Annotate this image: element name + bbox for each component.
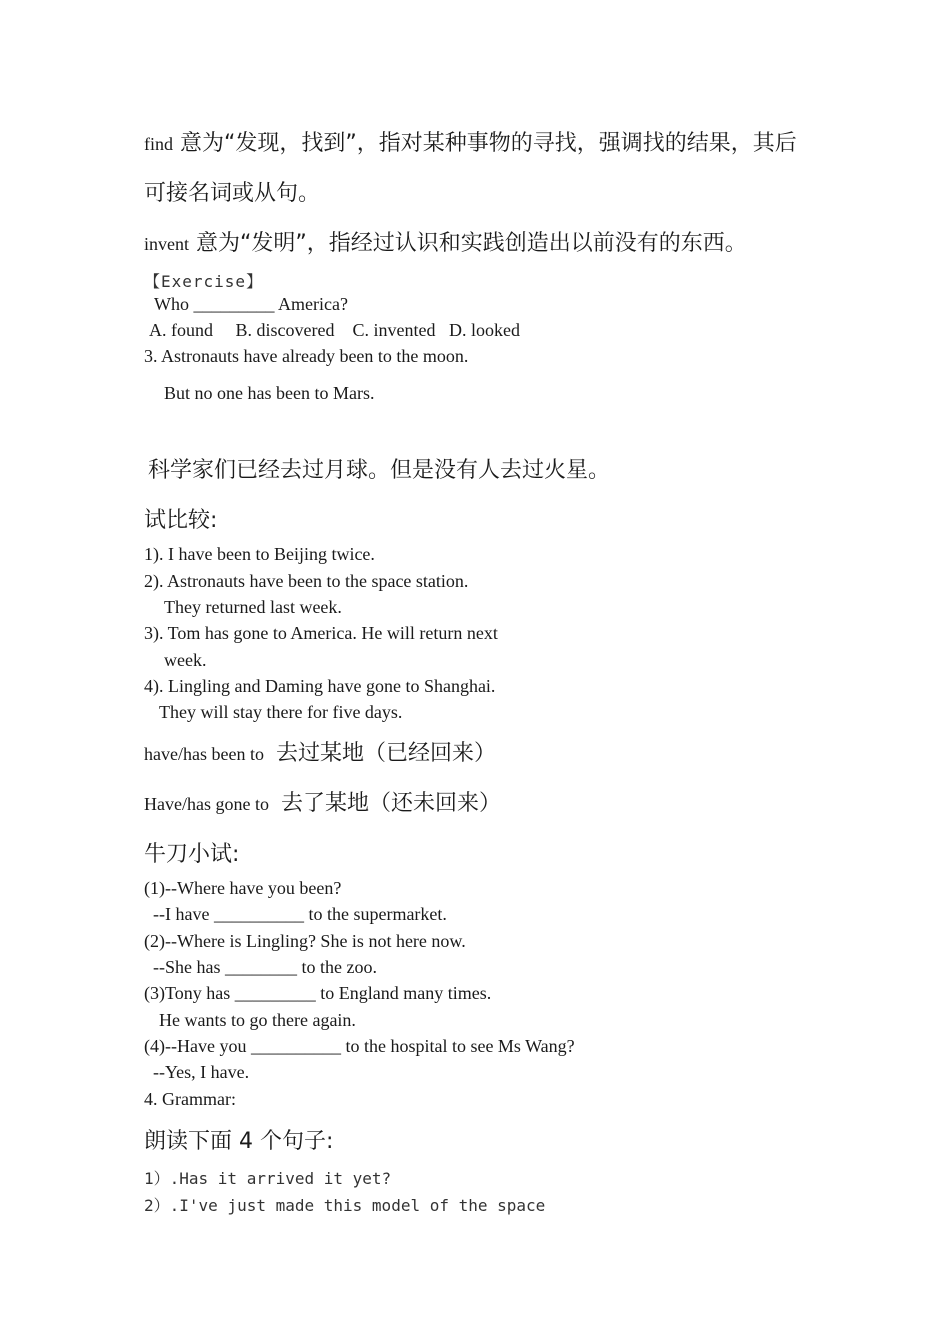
compare-line: They returned last week. xyxy=(164,597,342,617)
invent-meaning: 意为“发明”，指经过认识和实践创造出以前没有的东西。 xyxy=(189,231,747,256)
rule-gone-meaning: 去了某地（还未回来） xyxy=(280,791,501,816)
compare-line: 1). I have been to Beijing twice. xyxy=(144,544,375,564)
compare-line: 3). Tom has gone to America. He will return next xyxy=(144,623,498,643)
quiz-heading: 牛刀小试: xyxy=(144,842,240,867)
exercise-options: A. found B. discovered C. invented D. looked xyxy=(149,320,520,340)
quiz-line: (3)Tony has _________ to England many times. xyxy=(144,983,492,1003)
rule-been-phrase: have/has been to xyxy=(144,744,264,764)
compare-line: They will stay there for five days. xyxy=(159,702,403,722)
invent-definition xyxy=(144,226,747,257)
quiz-line: --She has ________ to the zoo. xyxy=(153,957,377,977)
sentence3-line1: 3. Astronauts have already been to the moon. xyxy=(144,346,469,366)
rule-gone-phrase: Have/has gone to xyxy=(144,794,269,814)
find-definition-line2: 可接名词或从句。 xyxy=(144,181,321,206)
compare-line: 2). Astronauts have been to the space station. xyxy=(144,571,469,591)
rule-gone-to xyxy=(144,786,501,817)
quiz-line: --I have __________ to the supermarket. xyxy=(153,904,447,924)
exercise-heading: 【Exercise】 xyxy=(144,272,264,291)
compare-line: week. xyxy=(164,650,207,670)
compare-heading: 试比较: xyxy=(144,508,218,533)
compare-line: 4). Lingling and Daming have gone to Shanghai. xyxy=(144,676,496,696)
find-term: find xyxy=(144,134,173,154)
invent-term: invent xyxy=(144,234,189,254)
read-heading: 朗读下面 4 个句子: xyxy=(144,1129,334,1154)
quiz-line: --Yes, I have. xyxy=(153,1062,250,1082)
grammar-heading: 4. Grammar: xyxy=(144,1089,236,1109)
quiz-line: He wants to go there again. xyxy=(159,1010,356,1030)
rule-been-meaning: 去过某地（已经回来） xyxy=(275,741,496,766)
read-sentence: 1）.Has it arrived it yet? xyxy=(144,1169,392,1188)
read-sentence: 2）.I've just made this model of the space xyxy=(144,1196,546,1215)
rule-been-to xyxy=(144,736,496,767)
exercise-question: Who _________ America? xyxy=(154,294,348,314)
sentence3-line2: But no one has been to Mars. xyxy=(164,383,375,403)
quiz-line: (2)--Where is Lingling? She is not here now. xyxy=(144,931,466,951)
quiz-line: (1)--Where have you been? xyxy=(144,878,342,898)
find-meaning: 意为“发现，找到”，指对某种事物的寻找，强调找的结果，其后 xyxy=(173,131,797,156)
sentence3-translation: 科学家们已经去过月球。但是没有人去过火星。 xyxy=(148,458,611,483)
find-definition-line1 xyxy=(144,126,797,157)
quiz-line: (4)--Have you __________ to the hospital to see Ms Wang? xyxy=(144,1036,575,1056)
